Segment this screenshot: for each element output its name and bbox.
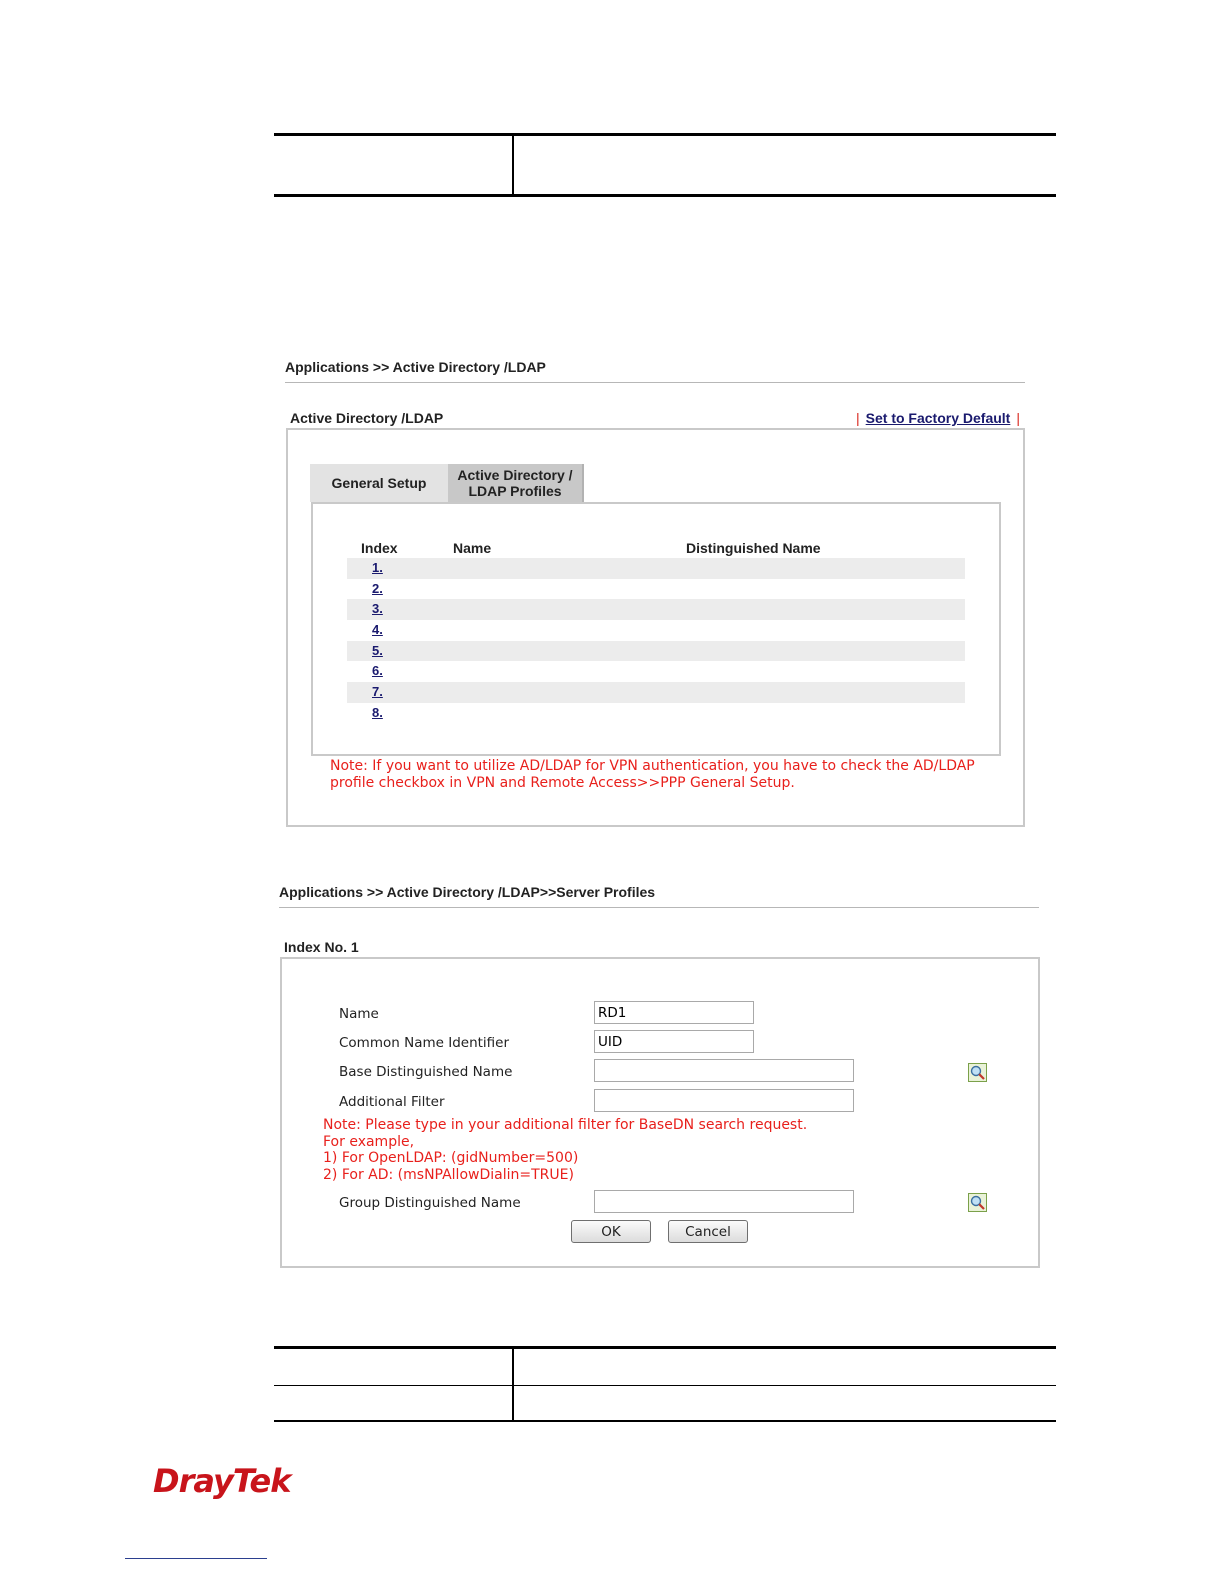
base-dn-input[interactable] [594,1059,854,1082]
set-factory-default-link[interactable]: Set to Factory Default [865,410,1011,426]
index-title: Index No. 1 [284,939,359,955]
additional-filter-input[interactable] [594,1089,854,1112]
panel-title-ad-ldap: Active Directory /LDAP [290,410,444,426]
note-line: Note: If you want to utilize AD/LDAP for VPN authentication, you have to check the AD/LDAP [330,758,975,774]
search-icon[interactable] [968,1063,987,1082]
profiles-table-container [311,502,1001,756]
table-row [347,599,965,620]
group-dn-label: Group Distinguished Name [339,1195,521,1211]
profile-index-link[interactable]: 2. [372,580,383,596]
profiles-list [347,558,965,724]
profile-index-link[interactable]: 6. [372,663,383,679]
group-dn-input[interactable] [594,1190,854,1213]
tab-ldap-profiles[interactable] [448,464,584,502]
divider [279,907,1039,908]
tab-general-setup[interactable] [310,464,448,502]
name-input[interactable] [594,1001,754,1024]
tab-ldap-profiles-label-1: Active Directory / [457,467,573,483]
note-line: 2) For AD: (msNPAllowDialin=TRUE) [323,1166,574,1183]
table-row [347,641,965,662]
cancel-button[interactable]: Cancel [668,1220,748,1243]
ad-ldap-panel [286,428,1025,827]
breadcrumb-server-profiles: Applications >> Active Directory /LDAP>>Server Profiles [279,884,656,900]
note-line: 1) For OpenLDAP: (gidNumber=500) [323,1150,579,1166]
tab-ldap-profiles-label-2: LDAP Profiles [468,483,562,499]
table-row [347,682,965,703]
breadcrumb-ad-ldap: Applications >> Active Directory /LDAP [285,359,546,375]
profile-index-link[interactable]: 1. [372,560,383,575]
profile-index-link[interactable]: 5. [372,642,383,658]
profile-index-link[interactable]: 7. [372,684,383,700]
divider [285,382,1025,383]
profile-index-link[interactable]: 8. [372,704,383,720]
note-line: profile checkbox in VPN and Remote Access>>PPP General Setup. [330,774,795,791]
table-row [347,558,965,579]
draytek-logo: DrayTek [153,1462,291,1500]
table-row [347,703,965,724]
column-header-index: Index [361,540,398,556]
name-label: Name [339,1006,379,1022]
profile-index-link[interactable]: 4. [372,622,383,638]
ok-button[interactable]: OK [571,1220,651,1243]
note-line: Note: Please type in your additional filter for BaseDN search request. [323,1117,808,1133]
bottom-doc-table [274,1346,1056,1422]
vpn-auth-note [330,758,990,791]
table-row [347,579,965,600]
profile-index-link[interactable]: 3. [372,601,383,617]
footer-rule [125,1558,267,1559]
table-row [347,620,965,641]
cn-identifier-label: Common Name Identifier [339,1035,510,1051]
tab-general-setup-label: General Setup [331,475,427,491]
search-icon[interactable] [968,1193,987,1212]
server-profile-form [280,957,1040,1268]
base-dn-label: Base Distinguished Name [339,1064,513,1080]
additional-filter-label: Additional Filter [339,1094,445,1110]
cn-identifier-input[interactable] [594,1030,754,1053]
column-header-distinguished-name: Distinguished Name [686,540,821,556]
top-doc-table [274,133,1056,197]
table-row [347,661,965,682]
column-header-name: Name [453,540,492,556]
factory-default-group: | Set to Factory Default | [856,410,1020,426]
note-line: For example, [323,1133,415,1150]
additional-filter-note [323,1117,883,1183]
